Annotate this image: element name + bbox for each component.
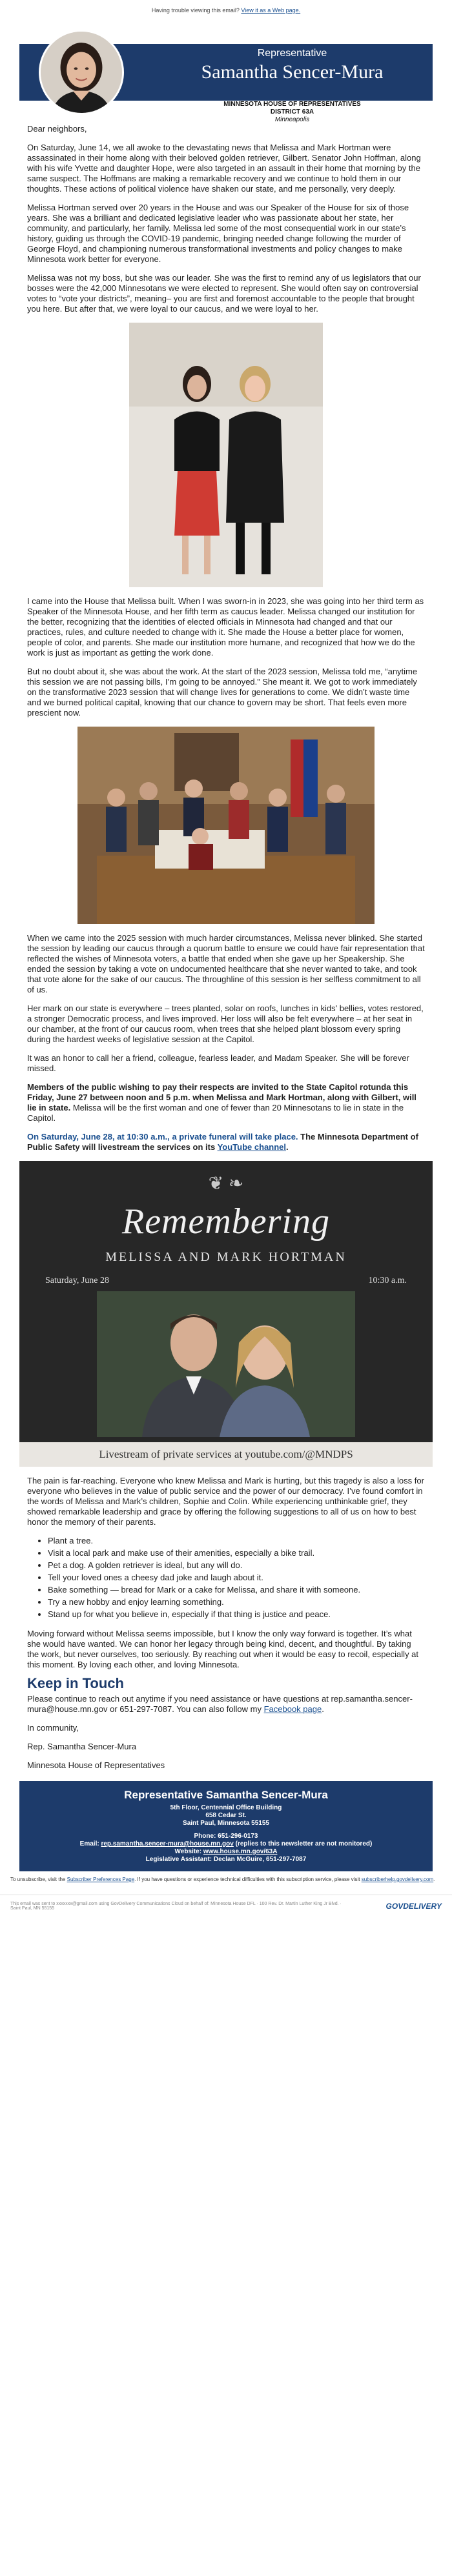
keep-in-touch-heading: Keep in Touch bbox=[27, 1675, 124, 1691]
hortman-couple-photo bbox=[97, 1291, 355, 1437]
govdelivery-logo[interactable]: GOVDELIVERY bbox=[385, 1902, 442, 1911]
sent-to-notice: This email was sent to xxxxxxx@gmail.com using GovDelivery Communications Cloud on behalf of: Minnesota House DFL · 100 Rev. Dr. Martin Luther King Jr Blvd. · Saint Paul, MN 55155 bbox=[10, 1902, 342, 1911]
letter-body bbox=[19, 124, 433, 314]
representative-portrait-icon bbox=[41, 32, 122, 113]
header-office bbox=[158, 101, 426, 124]
lie-in-state-notice: Members of the public wishing to pay their respects are invited to the State Capitol rotunda this Friday, June 27 between noon and 5 p.m. when Melissa and Mark Hortman, along with Gilbert, will lie in state. bbox=[27, 1082, 416, 1112]
subscriber-help-link[interactable]: subscriberhelp.govdelivery.com bbox=[361, 1877, 434, 1882]
paragraph-10-end: . bbox=[285, 1142, 289, 1152]
signoff-name: Rep. Samantha Sencer-Mura bbox=[27, 1742, 137, 1751]
avatar bbox=[39, 30, 124, 115]
list-item: • Bake something — bread for Mark or a cake for Melissa, and share it with someone. bbox=[48, 1585, 425, 1595]
unsubscribe-pre: To unsubscribe, visit the bbox=[10, 1877, 67, 1882]
letter-body-2 bbox=[19, 596, 433, 718]
paragraph-9 bbox=[27, 1082, 425, 1123]
view-as-web-page-link[interactable]: View it as a Web page. bbox=[241, 7, 301, 14]
keep-in-touch-end: . bbox=[322, 1704, 324, 1714]
list-item: • Stand up for what you believe in, especially if that thing is justice and peace. bbox=[48, 1609, 425, 1620]
youtube-channel-link[interactable]: YouTube channel bbox=[217, 1142, 286, 1152]
memorial-graphic bbox=[19, 1161, 433, 1467]
list-item: • Try a new hobby and enjoy learning something. bbox=[48, 1597, 425, 1607]
list-item: • Tell your loved ones a cheesy dad joke and laugh about it. bbox=[48, 1573, 425, 1583]
footer-email-row bbox=[19, 1840, 433, 1848]
two-women-photo-icon bbox=[129, 323, 323, 587]
floral-ornament-icon: ❦ ❧ bbox=[208, 1173, 244, 1193]
footer-address-3: Saint Paul, Minnesota 55155 bbox=[183, 1820, 269, 1827]
paragraph-7: Her mark on our state is everywhere – trees planted, solar on roofs, lunches in kids' bellies, votes restored, a stronger Democratic process, and lives improved. Her loss will also be felt everywhere – at her seat in our chamber, at the front of our caucus room, when trees that she helped plant blossom every spring during the hardest weeks of legislative session at the Capitol. bbox=[27, 1003, 424, 1044]
trouble-viewing-text: Having trouble viewing this email? bbox=[151, 7, 240, 14]
list-item: • Plant a tree. bbox=[48, 1536, 425, 1546]
footer-website-row bbox=[19, 1848, 433, 1856]
paragraph-10 bbox=[27, 1132, 425, 1152]
couple-photo-icon bbox=[97, 1291, 355, 1437]
paragraph-12: Moving forward without Melissa seems impossible, but I know the only way forward is together. It’s what she would have wanted. We can honor her legacy through being kind, decent, and thoughtful. By taking the work, but never ourselves, too seriously. By reaching out when it would be easy to recoil, especially at this moment. By loving each other, and loving Minnesota. bbox=[27, 1629, 419, 1669]
suggestions-list bbox=[27, 1536, 425, 1620]
email-container bbox=[19, 26, 433, 1871]
paragraph-1: On Saturday, June 14, we all awoke to the devastating news that Melissa and Mark Hortman were assassinated in their home along with their beloved golden retriever, Gilbert. Senator John Hoffman, along with his wife Yvette and daughter Hope, were also targeted in an assault in their home that morning by the same suspect. The Hoffmans are making a remarkable recovery and we continue to hold them in our thoughts. These actions of political violence have shaken our state, and me personally, very deeply. bbox=[27, 143, 421, 194]
list-item: • Pet a dog. A golden retriever is ideal, but any will do. bbox=[48, 1560, 425, 1571]
paragraph-11: The pain is far-reaching. Everyone who knew Melissa and Mark is hurting, but this tragedy is also a loss for everyone who believes in the value of public service and the power of our democracy. I’ve found comfort in the words of Melissa and Mark’s children, Sophie and Colin. While experiencing unthinkable grief, they showed remarkable leadership and grace by offering the following suggestions to all of us on how to best honor the memory of their parents. bbox=[27, 1476, 424, 1527]
memorial-title: Remembering bbox=[121, 1202, 330, 1242]
paragraph-5: But no doubt about it, she was about the work. At the start of the 2023 session, Melissa told me, “anytime this session we are not passing bills, I’m going to be annoyed.” She meant it. We got to work immediately on the transformative 2023 session that will change lives for generations to come. We didn’t waste time and we burned political capital, knowing that our chance to govern may be short. That feels even more prescient now. bbox=[27, 667, 418, 718]
signoff-title: Minnesota House of Representatives bbox=[27, 1760, 165, 1770]
subscriber-preferences-link[interactable]: Subscriber Preferences Page bbox=[67, 1877, 135, 1882]
memorial-date: Saturday, June 28 bbox=[45, 1276, 110, 1285]
letter-body-3 bbox=[19, 933, 433, 1152]
memorial-time: 10:30 a.m. bbox=[368, 1276, 407, 1285]
signoff-closing: In community, bbox=[27, 1723, 79, 1733]
footer-website-label: Website: bbox=[174, 1848, 203, 1855]
funeral-notice: On Saturday, June 28, at 10:30 a.m., a private funeral will take place. bbox=[27, 1132, 298, 1142]
bill-signing-photo bbox=[77, 727, 375, 924]
facebook-page-link[interactable]: Facebook page bbox=[263, 1704, 322, 1714]
unsubscribe-notice bbox=[10, 1877, 442, 1883]
lie-in-state-detail: Melissa will be the first woman and one of fewer than 20 Minnesotans to lie in state in the Capitol. bbox=[27, 1103, 404, 1123]
footer-website-link[interactable]: www.house.mn.gov/63A bbox=[203, 1848, 278, 1855]
footer-assistant: Legislative Assistant: Declan McGuire, 651-297-7087 bbox=[145, 1856, 307, 1863]
header-city: Minneapolis bbox=[274, 116, 310, 123]
footer-address-2: 658 Cedar St. bbox=[205, 1812, 247, 1819]
unsubscribe-mid: . If you have questions or experience technical difficulties with this subscription service, please visit bbox=[134, 1877, 362, 1882]
paragraph-2: Melissa Hortman served over 20 years in the House and was our Speaker of the House for six of those years. She was a brilliant and dedicated legislative leader who was passionate about her state, her community, and particularly, her family. Melissa led some of the most consequential work in our state’s history, guiding us through the COVID-19 pandemic, bringing needed change following the murder of George Floyd, and championing numerous transformational investments and policy changes to make Minnesota work better for everyone. bbox=[27, 203, 409, 264]
footer-spacer bbox=[19, 1827, 433, 1833]
paragraph-8: It was an honor to call her a friend, colleague, fearless leader, and Madam Speaker. She will be forever missed. bbox=[27, 1053, 409, 1073]
memorial-names: MELISSA AND MARK HORTMAN bbox=[105, 1250, 347, 1264]
list-item: • Visit a local park and make use of their amenities, especially a bike trail. bbox=[48, 1548, 425, 1558]
footer-phone: Phone: 651-296-0173 bbox=[194, 1833, 258, 1840]
footer-email-label: Email: bbox=[79, 1840, 101, 1847]
paragraph-3: Melissa was not my boss, but she was our leader. She was the first to remind any of us legislators that our bosses were the 42,000 Minnesotans we were elected to represent. She would often say on controversial votes to “vote your districts”, meaning– you are first and foremost accountable to the people that brought you here. But after that, we were loyal to our caucus, and we were loyal to her. bbox=[27, 273, 421, 314]
keep-in-touch-body: Please continue to reach out anytime if you need assistance or have questions at rep.samantha.sencer-mura@house.mn.gov or 651-297-7087. You can also follow my bbox=[27, 1694, 413, 1714]
keep-in-touch-text bbox=[27, 1694, 425, 1715]
top-bar bbox=[0, 0, 452, 26]
unsubscribe-end: . bbox=[433, 1877, 435, 1882]
memorial-footer: Livestream of private services at youtube.com/@MNDPS bbox=[19, 1442, 433, 1467]
header-banner bbox=[19, 26, 433, 124]
footer-email-link[interactable]: rep.samantha.sencer-mura@house.mn.gov bbox=[101, 1840, 234, 1847]
header-office-line1: MINNESOTA HOUSE OF REPRESENTATIVES bbox=[223, 101, 361, 108]
letter-body-4 bbox=[19, 1476, 433, 1771]
bottom-bar bbox=[0, 1895, 452, 1917]
bill-signing-photo-icon bbox=[77, 727, 375, 924]
footer-address-1: 5th Floor, Centennial Office Building bbox=[170, 1804, 282, 1811]
header-name: Samantha Sencer-Mura bbox=[201, 61, 384, 83]
footer-email-note: (replies to this newsletter are not monitored) bbox=[233, 1840, 373, 1847]
livestream-notice: The Minnesota Department of Public Safety will livestream the services on its bbox=[27, 1132, 418, 1152]
contact-footer bbox=[19, 1781, 433, 1871]
paragraph-4: I came into the House that Melissa built. When I was sworn-in in 2023, she was going into her third term as Speaker of the Minnesota House, and her fifth term as caucus leader. Melissa changed our institution for the better, recognizing that the identities of elected officials in Minnesota had changed and that our practices, rules, and culture needed to change with it. She made the House a better place for women, people of color, and parents. She made our institution more humane, and recognized that how we do the work is just as important as getting the work done. bbox=[27, 596, 424, 658]
header-label: Representative bbox=[257, 48, 327, 59]
paragraph-6: When we came into the 2025 session with much harder circumstances, Melissa never blinked. She started the session by leading our caucus through a quorum battle to ensure we could have fair representation that reflected the wishes of Minnesota voters, a battle that ended when she gave up her Speakership. She ended the session by taking a vote on undocumented healthcare that she never wanted to take, and took that vote alone for the sake of our caucus. The throughline of this session is her selfless commitment to all of us. bbox=[27, 933, 425, 994]
footer-name: Representative Samantha Sencer-Mura bbox=[124, 1789, 328, 1801]
header-office-line2: DISTRICT 63A bbox=[270, 108, 314, 116]
greeting: Dear neighbors, bbox=[27, 124, 87, 134]
photo-with-speaker bbox=[129, 323, 323, 587]
